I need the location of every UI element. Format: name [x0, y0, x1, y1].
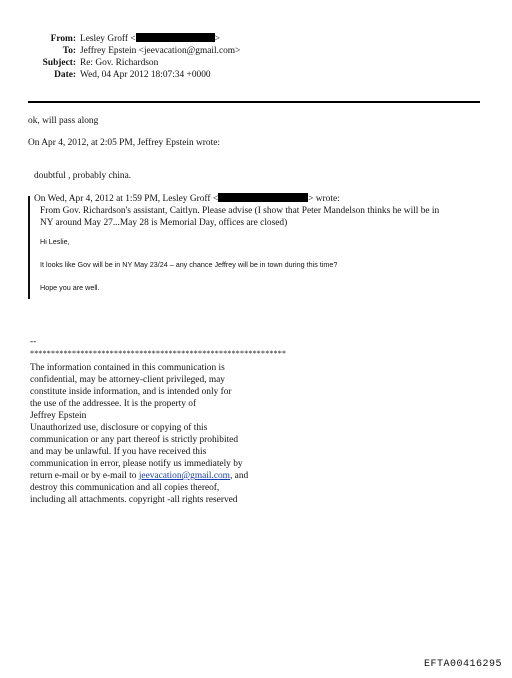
- quote-attribution: On Apr 4, 2012, at 2:05 PM, Jeffrey Epstein wrote:: [28, 138, 220, 148]
- subject-label: Subject:: [42, 58, 76, 68]
- signature-dashes: --: [30, 337, 37, 347]
- header-divider: [28, 101, 480, 103]
- email-link[interactable]: jeevacation@gmail.com: [138, 471, 230, 481]
- inner-greeting: Hi Leslie,: [40, 237, 70, 246]
- redaction-box: [218, 193, 308, 202]
- disclaimer-line: the use of the addressee. It is the property of: [30, 399, 197, 409]
- date-value: Wed, 04 Apr 2012 18:07:34 +0000: [80, 70, 211, 80]
- quote-attribution-2: On Wed, Apr 4, 2012 at 1:59 PM, Lesley Groff < > wrote:: [34, 194, 340, 204]
- disclaimer-line: communication or any part thereof is strictly prohibited: [30, 435, 239, 445]
- disclaimer-line: Jeffrey Epstein: [30, 411, 87, 421]
- inner-closing: Hope you are well.: [40, 283, 100, 292]
- asterisk-divider: *************************************************************: [30, 349, 287, 358]
- disclaimer-line: constitute inside information, and is intended only for: [30, 387, 232, 397]
- quote-bar: [28, 196, 30, 299]
- bates-number: EFTA00416295: [423, 659, 502, 670]
- disclaimer-line: Unauthorized use, disclosure or copying of this: [30, 423, 208, 433]
- quoted-text-line: NY around May 27...May 28 is Memorial Day, offices are closed): [40, 218, 288, 228]
- disclaimer-line: including all attachments. copyright -all rights reserved: [30, 495, 238, 505]
- disclaimer-line: destroy this communication and all copies thereof,: [30, 483, 220, 493]
- date-label: Date:: [54, 70, 76, 80]
- subject-value: Re: Gov. Richardson: [80, 58, 159, 68]
- to-label: To:: [62, 46, 76, 56]
- disclaimer-line: communication in error, please notify us immediately by: [30, 459, 243, 469]
- disclaimer-line: confidential, may be attorney-client privileged, may: [30, 375, 225, 385]
- disclaimer-line: The information contained in this communication is: [30, 363, 225, 373]
- from-value: Lesley Groff < >: [80, 34, 220, 44]
- from-label: From:: [50, 34, 76, 44]
- disclaimer-notify-line: return e-mail or by e-mail to jeevacation@gmail.com, and: [30, 471, 249, 481]
- inner-question: It looks like Gov will be in NY May 23/24 – any chance Jeffrey will be in town during this time?: [40, 260, 338, 269]
- reply-text: ok, will pass along: [28, 116, 99, 126]
- disclaimer-line: and may be unlawful. If you have received this: [30, 447, 207, 457]
- quoted-text-line: From Gov. Richardson's assistant, Caitlyn. Please advise (I show that Peter Mandelson thinks he will be in: [40, 206, 440, 216]
- to-value: Jeffrey Epstein <jeevacation@gmail.com>: [80, 46, 241, 56]
- reply-text-2: doubtful , probably china.: [34, 171, 132, 181]
- redaction-box: [136, 33, 215, 42]
